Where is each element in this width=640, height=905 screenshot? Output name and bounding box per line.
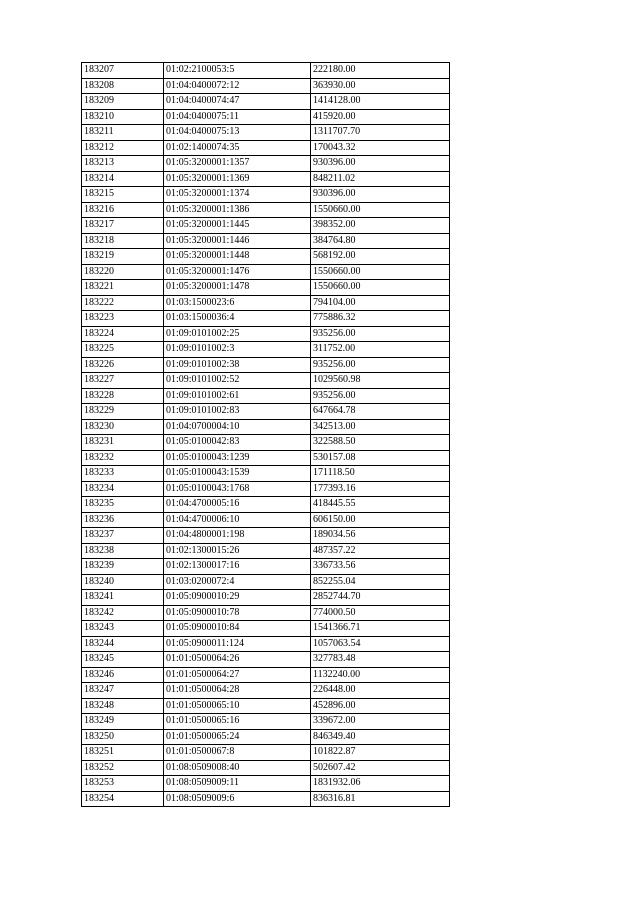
table-row [82, 652, 450, 668]
row-id-cell: 183239 [82, 559, 164, 575]
cadastral-number-cell: 01:03:1500036:4 [164, 311, 311, 327]
value-cell: 101822.87 [311, 745, 450, 761]
value-cell: 852255.04 [311, 574, 450, 590]
value-cell: 363930.00 [311, 78, 450, 94]
value-cell: 1132240.00 [311, 667, 450, 683]
value-cell: 415920.00 [311, 109, 450, 125]
row-id-cell: 183241 [82, 590, 164, 606]
value-cell: 1831932.06 [311, 776, 450, 792]
row-id-cell: 183235 [82, 497, 164, 513]
value-cell: 189034.56 [311, 528, 450, 544]
row-id-cell: 183220 [82, 264, 164, 280]
table-row [82, 543, 450, 559]
table-row [82, 466, 450, 482]
row-id-cell: 183242 [82, 605, 164, 621]
row-id-cell: 183208 [82, 78, 164, 94]
table-row [82, 249, 450, 265]
table-row [82, 156, 450, 172]
cadastral-number-cell: 01:05:3200001:1369 [164, 171, 311, 187]
value-cell: 1414128.00 [311, 94, 450, 110]
cadastral-number-cell: 01:01:0500065:16 [164, 714, 311, 730]
cadastral-number-cell: 01:02:1300017:16 [164, 559, 311, 575]
value-cell: 935256.00 [311, 388, 450, 404]
cadastral-number-cell: 01:05:0900010:84 [164, 621, 311, 637]
table-row [82, 435, 450, 451]
table-row [82, 698, 450, 714]
table-row [82, 760, 450, 776]
row-id-cell: 183236 [82, 512, 164, 528]
cadastral-number-cell: 01:09:0101002:61 [164, 388, 311, 404]
row-id-cell: 183250 [82, 729, 164, 745]
cadastral-number-cell: 01:04:0400075:13 [164, 125, 311, 141]
row-id-cell: 183252 [82, 760, 164, 776]
row-id-cell: 183218 [82, 233, 164, 249]
table-row [82, 481, 450, 497]
cadastral-number-cell: 01:02:1300015:26 [164, 543, 311, 559]
row-id-cell: 183226 [82, 357, 164, 373]
cadastral-number-cell: 01:05:3200001:1386 [164, 202, 311, 218]
table-row [82, 125, 450, 141]
row-id-cell: 183221 [82, 280, 164, 296]
row-id-cell: 183251 [82, 745, 164, 761]
value-cell: 1311707.70 [311, 125, 450, 141]
row-id-cell: 183227 [82, 373, 164, 389]
cadastral-number-cell: 01:08:0509009:6 [164, 791, 311, 807]
table-row [82, 373, 450, 389]
value-cell: 1029560.98 [311, 373, 450, 389]
value-cell: 311752.00 [311, 342, 450, 358]
table-body [82, 63, 450, 807]
value-cell: 930396.00 [311, 187, 450, 203]
row-id-cell: 183248 [82, 698, 164, 714]
row-id-cell: 183243 [82, 621, 164, 637]
cadastral-number-cell: 01:04:4700006:10 [164, 512, 311, 528]
row-id-cell: 183210 [82, 109, 164, 125]
table-row [82, 187, 450, 203]
value-cell: 846349.40 [311, 729, 450, 745]
value-cell: 336733.56 [311, 559, 450, 575]
row-id-cell: 183232 [82, 450, 164, 466]
row-id-cell: 183234 [82, 481, 164, 497]
row-id-cell: 183228 [82, 388, 164, 404]
value-cell: 502607.42 [311, 760, 450, 776]
value-cell: 606150.00 [311, 512, 450, 528]
cadastral-number-cell: 01:01:0500065:10 [164, 698, 311, 714]
row-id-cell: 183212 [82, 140, 164, 156]
cadastral-number-cell: 01:09:0101002:52 [164, 373, 311, 389]
value-cell: 327783.48 [311, 652, 450, 668]
value-cell: 647664.78 [311, 404, 450, 420]
table-row [82, 311, 450, 327]
row-id-cell: 183225 [82, 342, 164, 358]
row-id-cell: 183209 [82, 94, 164, 110]
row-id-cell: 183217 [82, 218, 164, 234]
row-id-cell: 183211 [82, 125, 164, 141]
cadastral-number-cell: 01:05:0900011:124 [164, 636, 311, 652]
row-id-cell: 183214 [82, 171, 164, 187]
table-row [82, 621, 450, 637]
row-id-cell: 183246 [82, 667, 164, 683]
table-row [82, 357, 450, 373]
value-cell: 774000.50 [311, 605, 450, 621]
row-id-cell: 183231 [82, 435, 164, 451]
value-cell: 322588.50 [311, 435, 450, 451]
cadastral-number-cell: 01:02:1400074:35 [164, 140, 311, 156]
row-id-cell: 183230 [82, 419, 164, 435]
cadastral-number-cell: 01:05:3200001:1448 [164, 249, 311, 265]
row-id-cell: 183245 [82, 652, 164, 668]
value-cell: 1550660.00 [311, 264, 450, 280]
cadastral-number-cell: 01:09:0101002:83 [164, 404, 311, 420]
table-row [82, 388, 450, 404]
row-id-cell: 183247 [82, 683, 164, 699]
table-row [82, 590, 450, 606]
cadastral-number-cell: 01:01:0500065:24 [164, 729, 311, 745]
cadastral-number-cell: 01:05:3200001:1445 [164, 218, 311, 234]
value-cell: 1550660.00 [311, 280, 450, 296]
row-id-cell: 183254 [82, 791, 164, 807]
value-cell: 2852744.70 [311, 590, 450, 606]
table-row [82, 605, 450, 621]
row-id-cell: 183229 [82, 404, 164, 420]
row-id-cell: 183216 [82, 202, 164, 218]
table-row [82, 512, 450, 528]
data-table [81, 62, 450, 807]
value-cell: 487357.22 [311, 543, 450, 559]
table-row [82, 791, 450, 807]
value-cell: 398352.00 [311, 218, 450, 234]
value-cell: 1541366.71 [311, 621, 450, 637]
cadastral-number-cell: 01:04:0400075:11 [164, 109, 311, 125]
value-cell: 384764.80 [311, 233, 450, 249]
table-row [82, 63, 450, 79]
table-row [82, 636, 450, 652]
cadastral-number-cell: 01:05:0900010:78 [164, 605, 311, 621]
table-row [82, 776, 450, 792]
row-id-cell: 183238 [82, 543, 164, 559]
cadastral-number-cell: 01:09:0101002:25 [164, 326, 311, 342]
value-cell: 226448.00 [311, 683, 450, 699]
table-row [82, 745, 450, 761]
cadastral-number-cell: 01:01:0500064:27 [164, 667, 311, 683]
row-id-cell: 183219 [82, 249, 164, 265]
cadastral-number-cell: 01:09:0101002:3 [164, 342, 311, 358]
table-row [82, 233, 450, 249]
value-cell: 836316.81 [311, 791, 450, 807]
table-row [82, 202, 450, 218]
row-id-cell: 183215 [82, 187, 164, 203]
cadastral-number-cell: 01:04:0700004:10 [164, 419, 311, 435]
table-row [82, 419, 450, 435]
table-row [82, 404, 450, 420]
row-id-cell: 183240 [82, 574, 164, 590]
table-row [82, 109, 450, 125]
table-row [82, 171, 450, 187]
row-id-cell: 183237 [82, 528, 164, 544]
value-cell: 530157.08 [311, 450, 450, 466]
cadastral-number-cell: 01:01:0500064:28 [164, 683, 311, 699]
cadastral-number-cell: 01:05:0900010:29 [164, 590, 311, 606]
table-row [82, 218, 450, 234]
value-cell: 177393.16 [311, 481, 450, 497]
value-cell: 848211.02 [311, 171, 450, 187]
cadastral-number-cell: 01:05:0100043:1768 [164, 481, 311, 497]
cadastral-number-cell: 01:03:1500023:6 [164, 295, 311, 311]
cadastral-number-cell: 01:04:0400072:12 [164, 78, 311, 94]
row-id-cell: 183233 [82, 466, 164, 482]
table-row [82, 497, 450, 513]
value-cell: 222180.00 [311, 63, 450, 79]
cadastral-number-cell: 01:05:0100043:1539 [164, 466, 311, 482]
table-row [82, 342, 450, 358]
table-row [82, 280, 450, 296]
value-cell: 935256.00 [311, 326, 450, 342]
row-id-cell: 183213 [82, 156, 164, 172]
value-cell: 794104.00 [311, 295, 450, 311]
value-cell: 339672.00 [311, 714, 450, 730]
table-row [82, 559, 450, 575]
table-row [82, 78, 450, 94]
row-id-cell: 183207 [82, 63, 164, 79]
cadastral-number-cell: 01:04:0400074:47 [164, 94, 311, 110]
table-row [82, 264, 450, 280]
table-row [82, 326, 450, 342]
value-cell: 170043.32 [311, 140, 450, 156]
cadastral-number-cell: 01:05:3200001:1446 [164, 233, 311, 249]
cadastral-number-cell: 01:08:0509008:40 [164, 760, 311, 776]
value-cell: 1550660.00 [311, 202, 450, 218]
table-row [82, 528, 450, 544]
value-cell: 930396.00 [311, 156, 450, 172]
cadastral-number-cell: 01:01:0500064:26 [164, 652, 311, 668]
table-row [82, 94, 450, 110]
value-cell: 935256.00 [311, 357, 450, 373]
cadastral-number-cell: 01:05:3200001:1476 [164, 264, 311, 280]
cadastral-number-cell: 01:02:2100053:5 [164, 63, 311, 79]
cadastral-number-cell: 01:05:3200001:1357 [164, 156, 311, 172]
value-cell: 418445.55 [311, 497, 450, 513]
cadastral-number-cell: 01:04:4800001:198 [164, 528, 311, 544]
table-row [82, 714, 450, 730]
value-cell: 342513.00 [311, 419, 450, 435]
value-cell: 452896.00 [311, 698, 450, 714]
table-row [82, 140, 450, 156]
cadastral-number-cell: 01:09:0101002:38 [164, 357, 311, 373]
row-id-cell: 183253 [82, 776, 164, 792]
row-id-cell: 183244 [82, 636, 164, 652]
cadastral-number-cell: 01:04:4700005:16 [164, 497, 311, 513]
cadastral-number-cell: 01:05:0100042:83 [164, 435, 311, 451]
cadastral-number-cell: 01:01:0500067:8 [164, 745, 311, 761]
table-row [82, 729, 450, 745]
row-id-cell: 183249 [82, 714, 164, 730]
table-row [82, 574, 450, 590]
cadastral-number-cell: 01:05:0100043:1239 [164, 450, 311, 466]
table-row [82, 683, 450, 699]
table-row [82, 295, 450, 311]
value-cell: 171118.50 [311, 466, 450, 482]
value-cell: 775886.32 [311, 311, 450, 327]
value-cell: 1057063.54 [311, 636, 450, 652]
value-cell: 568192.00 [311, 249, 450, 265]
row-id-cell: 183223 [82, 311, 164, 327]
cadastral-number-cell: 01:05:3200001:1478 [164, 280, 311, 296]
cadastral-number-cell: 01:03:0200072:4 [164, 574, 311, 590]
table-row [82, 667, 450, 683]
cadastral-number-cell: 01:08:0509009:11 [164, 776, 311, 792]
table-row [82, 450, 450, 466]
row-id-cell: 183222 [82, 295, 164, 311]
row-id-cell: 183224 [82, 326, 164, 342]
cadastral-number-cell: 01:05:3200001:1374 [164, 187, 311, 203]
